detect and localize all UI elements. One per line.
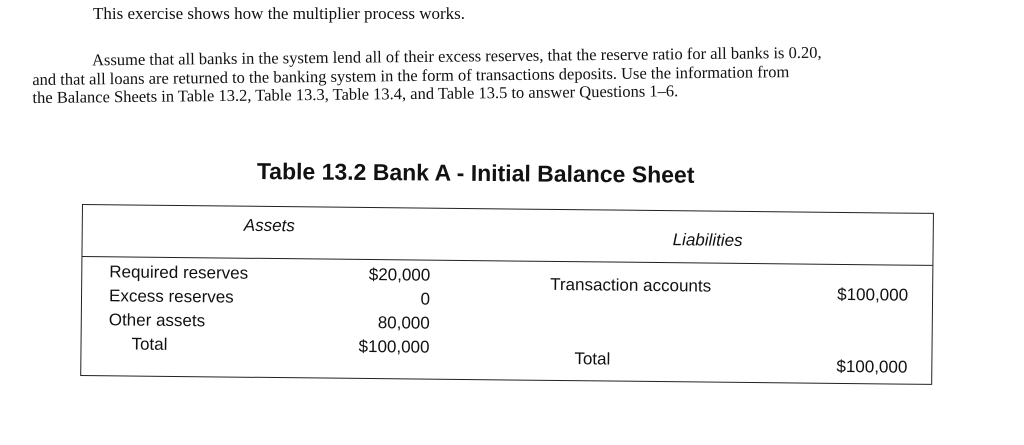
paragraph-line-2: and that all loans are returned to the banking system in the form of transactions deposits. Use the information from — [32, 61, 790, 89]
asset-label-total: Total — [131, 334, 168, 354]
asset-value-excess-reserves: 0 — [420, 289, 431, 309]
intro-sentence: This exercise shows how the multiplier process works. — [93, 4, 466, 23]
asset-value-other-assets: 80,000 — [377, 313, 430, 333]
liability-label-transaction-accounts: Transaction accounts — [550, 274, 712, 296]
asset-label-required-reserves: Required reserves — [109, 262, 249, 283]
asset-value-required-reserves: $20,000 — [368, 265, 431, 285]
assets-header: Assets — [243, 215, 295, 236]
paragraph-line-1: Assume that all banks in the system lend all of their excess reserves, that the reserve ratio for all banks is 0.20, — [91, 42, 822, 70]
liabilities-header: Liabilities — [672, 230, 743, 250]
liability-value-transaction-accounts: $100,000 — [837, 284, 909, 305]
paragraph-line-3: the Balance Sheets in Table 13.2, Table 13.3, Table 13.4, and Table 13.5 to answer Questions 1–6. — [32, 81, 679, 107]
asset-label-other-assets: Other assets — [108, 310, 206, 331]
table-title: Table 13.2 Bank A - Initial Balance Sheet — [256, 158, 695, 188]
instructions-paragraph — [32, 42, 973, 107]
liability-label-total: Total — [574, 349, 611, 369]
liability-value-total: $100,000 — [836, 356, 908, 377]
asset-value-total: $100,000 — [358, 336, 430, 357]
asset-label-excess-reserves: Excess reserves — [108, 286, 234, 307]
balance-sheet-table — [80, 204, 934, 385]
